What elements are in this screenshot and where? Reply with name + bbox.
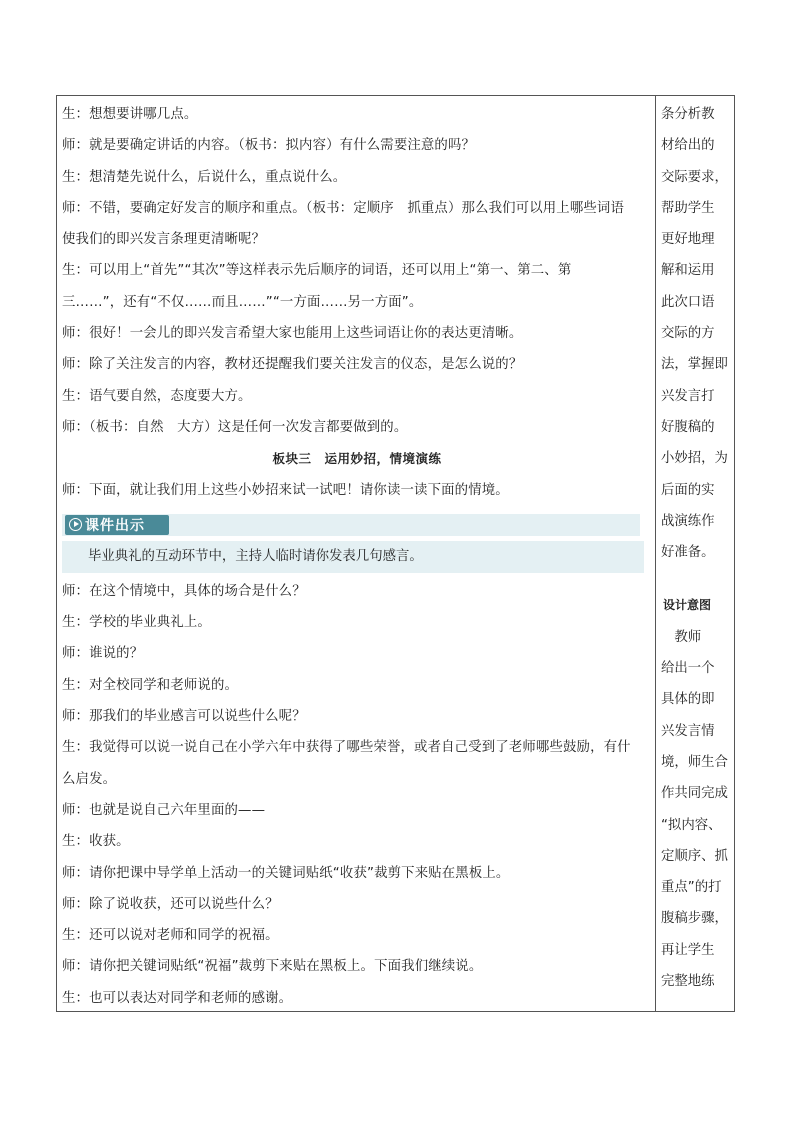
note-line: 境，师生合 <box>661 754 728 770</box>
note-line: 交际的方 <box>661 326 715 342</box>
dialogue-line: 师：谁说的？ <box>62 646 144 662</box>
dialogue-line: 生：想想要讲哪几点。 <box>62 107 198 122</box>
dialogue-line: 师：也就是说自己六年里面的—— <box>62 802 266 818</box>
dialogue-line: 生：语气要自然，态度要大方。 <box>62 388 252 404</box>
note-line: 条分析教 <box>661 107 715 122</box>
note-line: 此次口语 <box>661 294 715 310</box>
dialogue-line: 生：我觉得可以说一说自己在小学六年中获得了哪些荣誉，或者自己受到了老师哪些鼓励，有什 <box>62 740 631 756</box>
note-line: 具体的即 <box>661 692 715 708</box>
note-line: 作共同完成 <box>661 786 728 802</box>
column-divider <box>655 96 656 1011</box>
play-icon <box>69 518 82 531</box>
dialogue-line: 师：请你把关键词贴纸“祝福”裁剪下来贴在黑板上。下面我们继续说。 <box>62 959 483 975</box>
note-line: 再让学生 <box>661 942 715 958</box>
scenario-box: 毕业典礼的互动环节中，主持人临时请你发表几句感言。 <box>62 541 644 573</box>
dialogue-line: 师：除了关注发言的内容，教材还提醒我们要关注发言的仪态，是怎么说的？ <box>62 357 523 373</box>
note-line: 给出一个 <box>661 661 715 677</box>
dialogue-line: 么启发。 <box>62 771 117 787</box>
dialogue-line: 生：也可以表达对同学和老师的感谢。 <box>62 990 293 1006</box>
dialogue-line: 师：就是要确定讲话的内容。（板书：拟内容）有什么需要注意的吗？ <box>62 138 476 154</box>
note-line: 完整地练 <box>661 974 715 990</box>
dialogue-line: 师：不错，要确定好发言的顺序和重点。（板书：定顺序 抓重点）那么我们可以用上哪些词语 <box>62 200 625 216</box>
courseware-banner <box>62 514 640 536</box>
note-line: 战演练作 <box>661 513 715 529</box>
note-line: 帮助学生 <box>661 200 715 216</box>
note-line: 教师 <box>661 629 702 645</box>
note-line: 后面的实 <box>661 482 715 498</box>
note-line: 材给出的 <box>661 138 715 154</box>
lesson-table <box>56 95 735 1012</box>
dialogue-line: 生：学校的毕业典礼上。 <box>62 615 211 631</box>
note-line: 重点”的打 <box>661 880 722 896</box>
note-line: 好腹稿的 <box>661 419 715 435</box>
note-line: 兴发言情 <box>661 723 715 739</box>
dialogue-line: 师：请你把课中导学单上活动一的关键词贴纸“收获”裁剪下来贴在黑板上。 <box>62 865 510 881</box>
dialogue-line: 使我们的即兴发言条理更清晰呢？ <box>62 232 266 248</box>
dialogue-line: 师：除了说收获，还可以说些什么？ <box>62 896 279 912</box>
notes-column <box>661 99 733 997</box>
dialogue-line: 生：对全校同学和老师说的。 <box>62 677 239 693</box>
dialogue-line: 师：在这个情境中，具体的场合是什么？ <box>62 583 306 599</box>
main-column <box>62 99 652 1014</box>
dialogue-line: 师：很好！一会儿的即兴发言希望大家也能用上这些词语让你的表达更清晰。 <box>62 326 523 342</box>
courseware-tag <box>65 515 169 535</box>
dialogue-line: 生：想清楚先说什么，后说什么，重点说什么。 <box>62 169 347 185</box>
note-line: 好准备。 <box>661 545 715 561</box>
note-line: 更好地理 <box>661 232 715 248</box>
design-intent-heading: 设计意图 <box>663 598 712 613</box>
note-line: 小妙招，为 <box>661 451 728 467</box>
dialogue-line: 生：收获。 <box>62 834 130 850</box>
courseware-label: 课件出示 <box>85 517 145 534</box>
note-line: 法，掌握即 <box>661 357 728 373</box>
dialogue-line: 师：下面，就让我们用上这些小妙招来试一试吧！请你读一读下面的情境。 <box>62 482 509 498</box>
dialogue-line: 生：可以用上“首先”“其次”等这样表示先后顺序的词语，还可以用上“第一、第二、第 <box>62 263 572 279</box>
note-line: 腹稿步骤， <box>661 911 728 927</box>
note-line: 定顺序、抓 <box>661 848 728 864</box>
note-line: 兴发言打 <box>661 388 715 404</box>
dialogue-line: 生：还可以说对老师和同学的祝福。 <box>62 928 279 944</box>
dialogue-line: 师：那我们的毕业感言可以说些什么呢？ <box>62 709 306 725</box>
section-heading: 板块三 运用妙招，情境演练 <box>272 451 442 467</box>
note-line: 交际要求， <box>661 169 728 185</box>
note-line: “拟内容、 <box>661 817 722 833</box>
note-line: 解和运用 <box>661 263 715 279</box>
dialogue-line: 三……”，还有“不仅……而且……”“一方面……另一方面”。 <box>62 294 423 310</box>
dialogue-line: 师：（板书：自然 大方）这是任何一次发言都要做到的。 <box>62 419 408 435</box>
